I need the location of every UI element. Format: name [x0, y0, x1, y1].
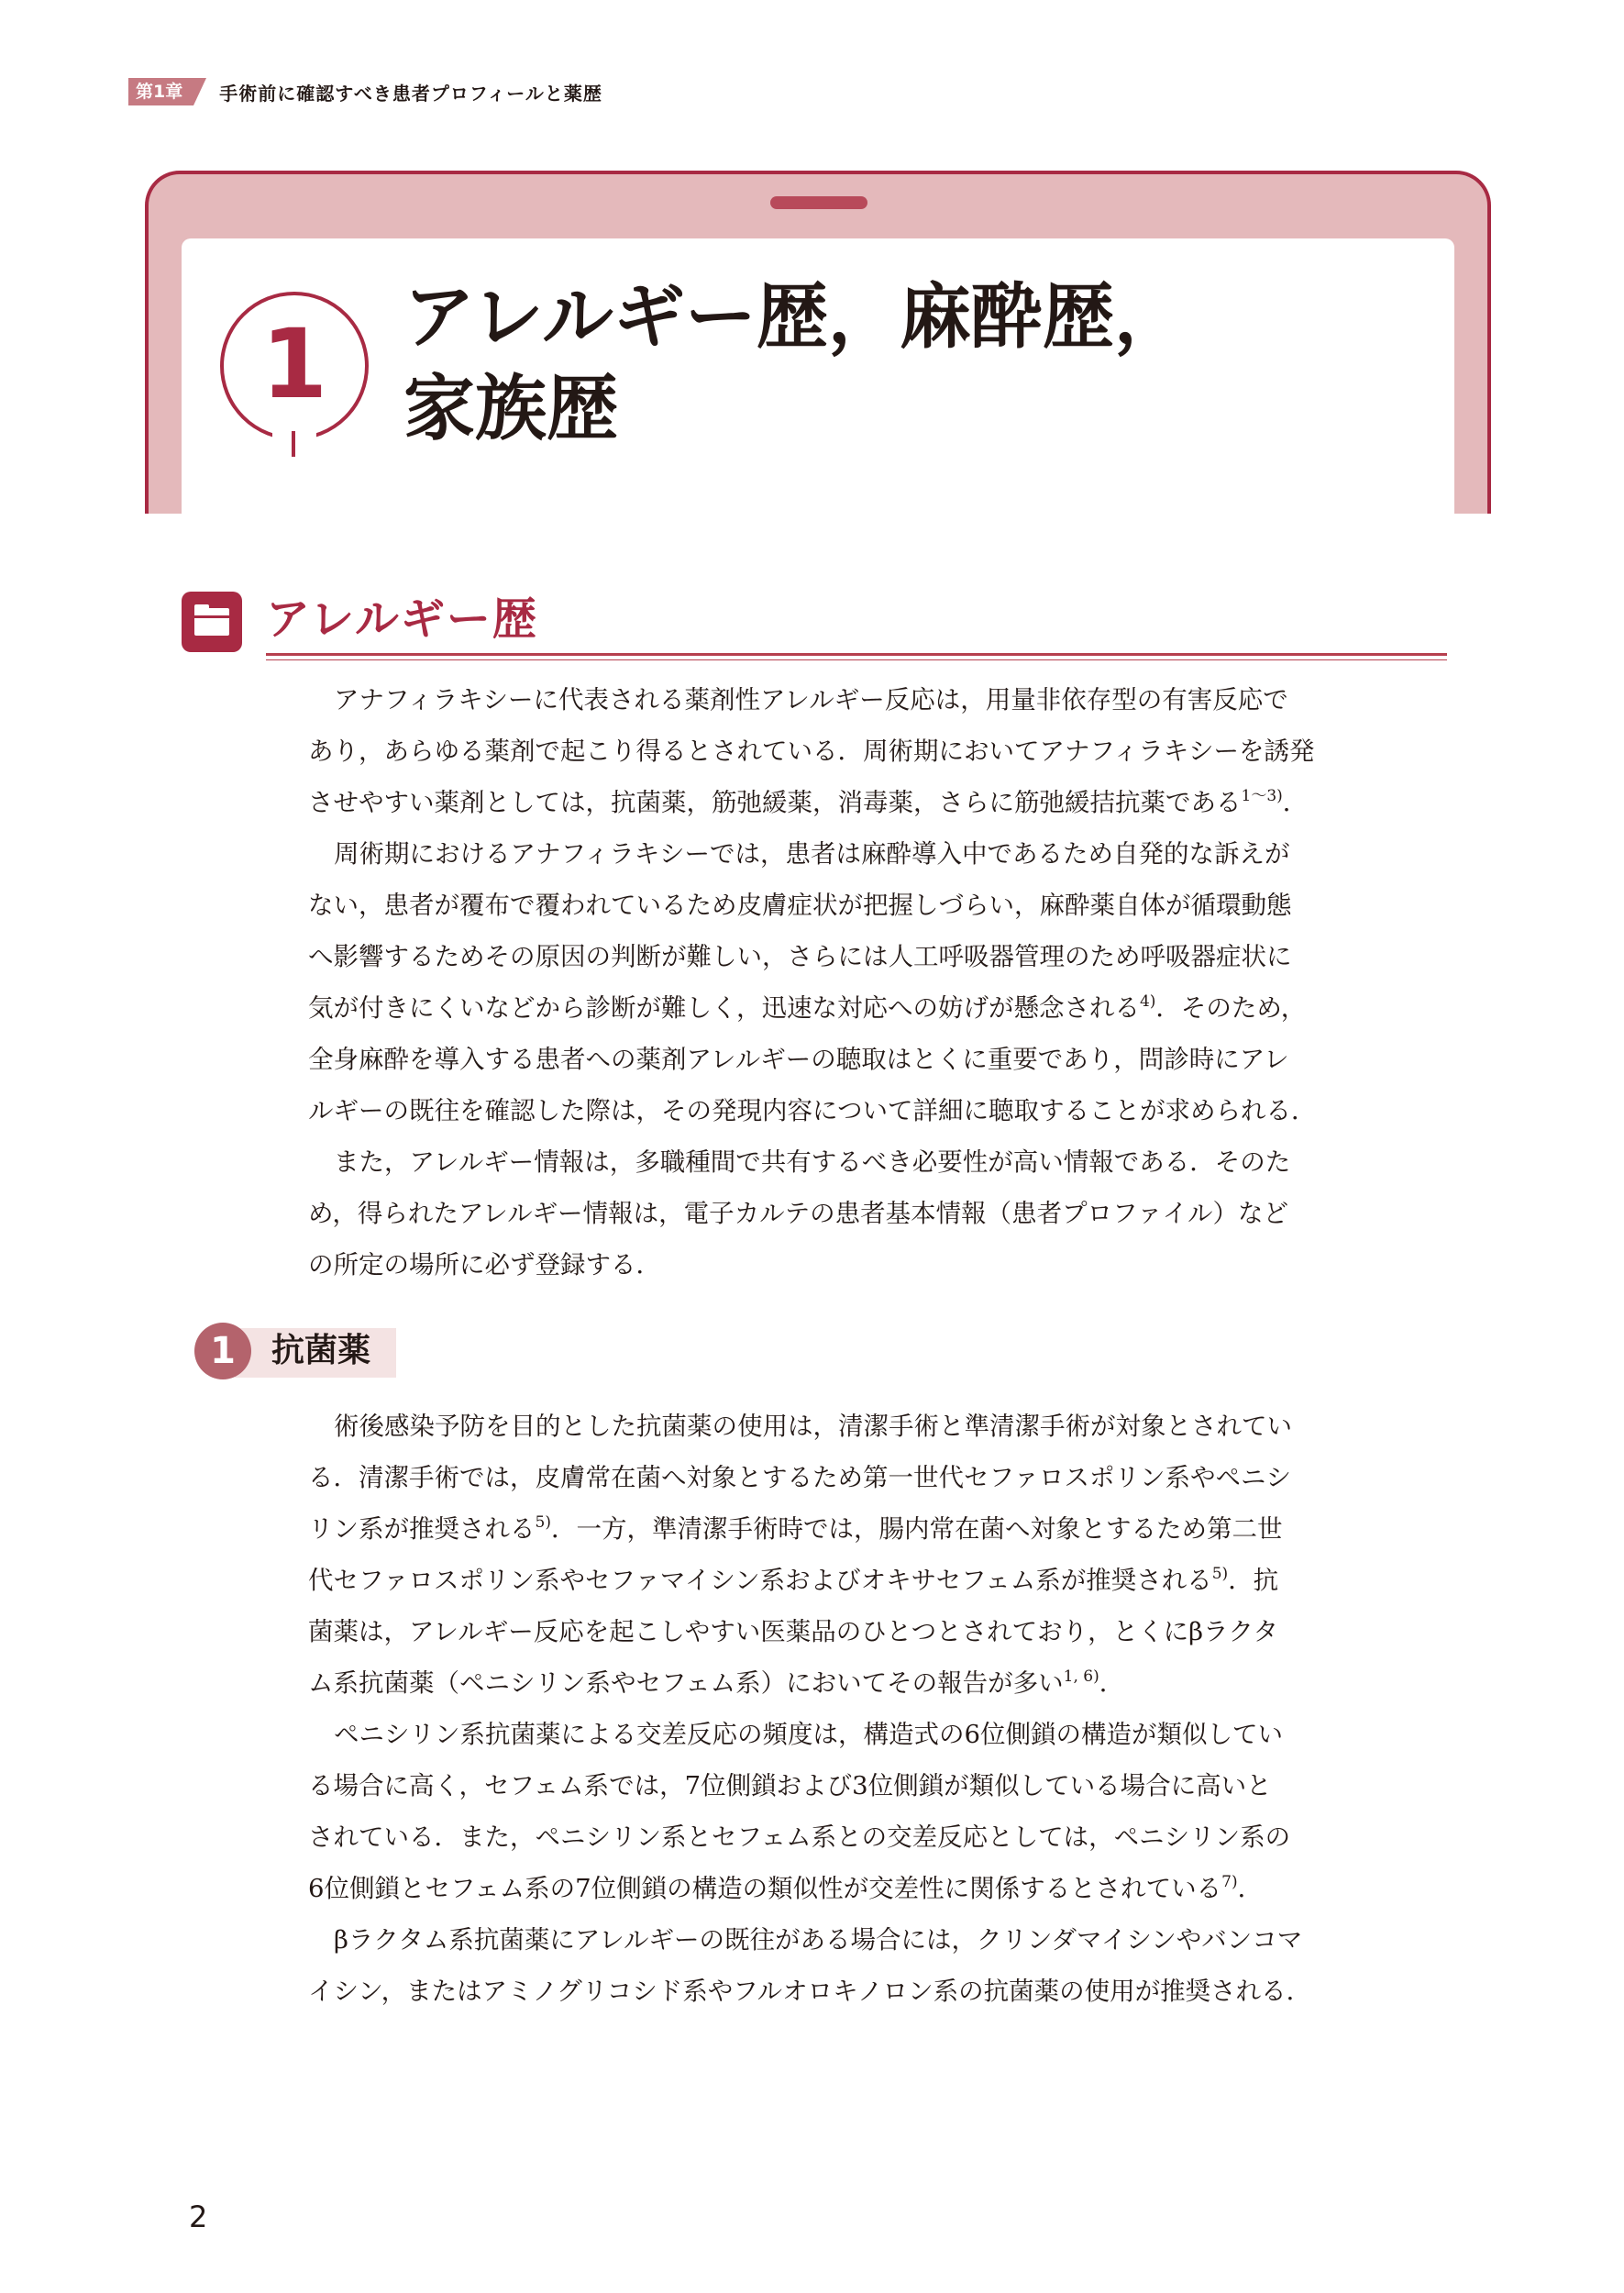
running-header [128, 78, 602, 105]
text-run: ． [1099, 1668, 1125, 1698]
text-line [308, 1034, 1454, 1085]
text-run: βラクタム系抗菌薬にアレルギーの既往がある場合には，クリンダマイシンやバンコマ [334, 1925, 1303, 1955]
text-line [308, 1914, 1454, 1966]
chapter-badge-notch [193, 78, 206, 105]
text-run: ない，患者が覆布で覆われているため皮膚症状が把握しづらい，麻酔薬自体が循環動態 [308, 891, 1292, 920]
subsection-text [308, 1401, 1454, 2017]
text-run: へ影響するためその原因の判断が難しい，さらには人工呼吸器管理のため呼吸器症状に [308, 942, 1292, 971]
text-line [308, 828, 1454, 880]
frame-notch [770, 196, 867, 209]
text-line [308, 880, 1454, 931]
text-run: させやすい薬剤としては，抗菌薬，筋弛緩薬，消毒薬，さらに筋弛緩拮抗薬である [308, 788, 1242, 817]
text-run: ペニシリン系抗菌薬による交差反応の頻度は，構造式の6位側鎖の構造が類似してい [334, 1720, 1283, 1749]
text-run: 全身麻酔を導入する患者への薬剤アレルギーの聴取はとくに重要であり，問診時にアレ [308, 1045, 1289, 1074]
text-run: 術後感染予防を目的とした抗菌薬の使用は，清潔手術と準清潔手術が対象とされてい [334, 1412, 1292, 1441]
text-run: る場合に高く，セフェム系では，7位側鎖および3位側鎖が類似している場合に高いと [308, 1771, 1272, 1800]
text-line [308, 1760, 1454, 1811]
section-rule [266, 653, 1447, 656]
text-run: 気が付きにくいなどから診断が難しく，迅速な対応への妨げが懸念される [308, 993, 1140, 1023]
text-line [308, 674, 1454, 726]
text-run: また，アレルギー情報は，多職種間で共有するべき必要性が高い情報である．そのた [334, 1147, 1291, 1177]
text-line [308, 1811, 1454, 1863]
text-line [308, 1657, 1454, 1709]
text-run: ム系抗菌薬（ペニシリン系やセフェム系）においてその報告が多い [308, 1668, 1064, 1698]
text-line [308, 1452, 1454, 1503]
text-run: アナフィラキシーに代表される薬剤性アレルギー反応は，用量非依存型の有害反応で [334, 685, 1288, 714]
section-rule-thin [266, 659, 1447, 660]
page-title-line2: 家族歴 [403, 368, 619, 450]
text-line [308, 982, 1454, 1034]
text-line [308, 1239, 1454, 1291]
text-line [308, 1863, 1454, 1914]
text-run: あり，あらゆる薬剤で起こり得るとされている．周術期においてアナフィラキシーを誘発 [308, 737, 1315, 766]
text-run: 周術期におけるアナフィラキシーでは，患者は麻酔導入中であるため自発的な訴えが [334, 839, 1290, 869]
folder-icon [182, 592, 242, 652]
citation-ref: 1～3) [1241, 787, 1283, 805]
text-run: リン系が推奨される [308, 1514, 536, 1544]
text-run: ルギーの既往を確認した際は，その発現内容について詳細に聴取することが求められる． [308, 1096, 1317, 1125]
page-title-line1: アレルギー歴，麻酔歴， [403, 276, 1186, 359]
text-line [308, 1709, 1454, 1760]
citation-ref: 1, 6) [1063, 1667, 1099, 1686]
text-line [308, 1188, 1454, 1239]
text-line [308, 1503, 1454, 1555]
section-title: アレルギー歴 [266, 593, 538, 645]
page-title [403, 271, 1186, 455]
text-run: ．そのため， [1155, 993, 1307, 1023]
folder-icon-body [194, 608, 229, 636]
text-run: 菌薬は，アレルギー反応を起こしやすい医薬品のひとつとされており，とくにβラクタ [308, 1617, 1279, 1646]
intro-text [308, 674, 1454, 1291]
text-run: ． [1282, 788, 1309, 817]
text-run: イシン，またはアミノグリコシド系やフルオロキノロン系の抗菌薬の使用が推奨される． [308, 1977, 1312, 2006]
citation-ref: 5) [1211, 1565, 1229, 1583]
text-line [308, 777, 1454, 828]
text-run: ．抗 [1228, 1566, 1279, 1595]
text-run: 6位側鎖とセフェム系の7位側鎖の構造の類似性が交差性に関係するとされている [308, 1874, 1222, 1903]
folder-icon-line [194, 615, 229, 618]
text-run: る．清潔手術では，皮膚常在菌へ対象とするため第一世代セファロスポリン系やペニシ [308, 1463, 1291, 1492]
text-line [308, 1401, 1454, 1452]
chapter-title: 手術前に確認すべき患者プロフィールと薬歴 [219, 82, 602, 105]
subsection-number: 1 [194, 1323, 251, 1379]
text-run: されている．また，ペニシリン系とセフェム系との交差反応としては，ペニシリン系の [308, 1822, 1291, 1852]
text-run: の所定の場所に必ず登録する． [308, 1250, 661, 1279]
text-line [308, 931, 1454, 982]
text-run: ． [1237, 1874, 1264, 1903]
text-line [308, 726, 1454, 777]
citation-ref: 5) [535, 1513, 551, 1532]
citation-ref: 7) [1221, 1873, 1238, 1891]
subsection-title: 抗菌薬 [271, 1332, 371, 1369]
text-line [308, 1555, 1454, 1606]
citation-ref: 4) [1139, 992, 1156, 1011]
text-line [308, 1966, 1454, 2017]
text-run: ．一方，準清潔手術時では，腸内常在菌へ対象とするため第二世 [550, 1514, 1283, 1544]
page-number: 2 [189, 2199, 208, 2234]
text-line [308, 1136, 1454, 1188]
text-line [308, 1085, 1454, 1136]
text-run: め，得られたアレルギー情報は，電子カルテの患者基本情報（患者プロファイル）など [308, 1199, 1289, 1228]
text-run: 代セファロスポリン系やセファマイシン系およびオキサセフェム系が推奨される [308, 1566, 1212, 1595]
chapter-badge: 第1章 [128, 78, 193, 105]
text-line [308, 1606, 1454, 1657]
title-number: 1 [260, 308, 328, 420]
